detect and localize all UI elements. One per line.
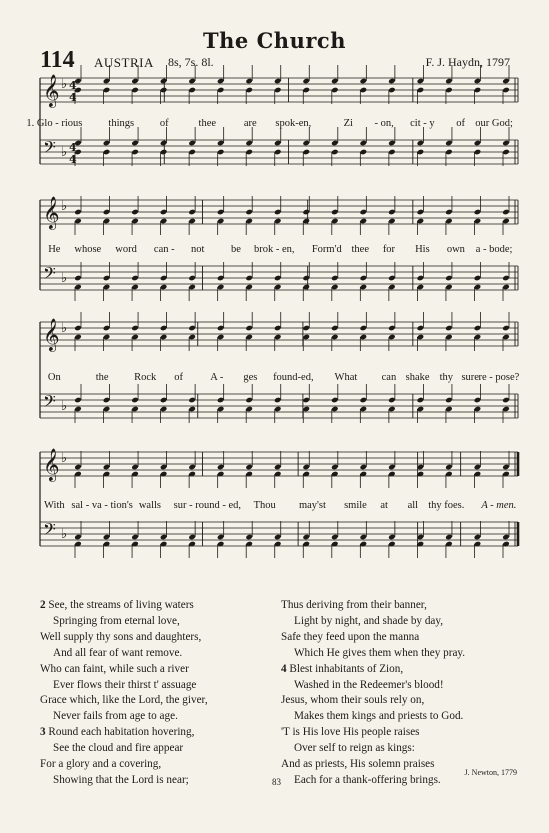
page-title: The Church — [203, 28, 346, 53]
verse-text: Springing from eternal love, — [53, 614, 180, 627]
verse-text: Safe they feed upon the manna — [281, 630, 420, 643]
verse-line — [40, 773, 290, 789]
verses-right-column — [281, 598, 521, 789]
verse-line — [40, 662, 290, 678]
meter: 8s, 7s. 8l. — [168, 55, 214, 69]
composer-credit: F. J. Haydn, 1797 — [425, 55, 510, 69]
tune-name: AUSTRIA — [94, 55, 154, 70]
hymn-number: 114 — [40, 47, 75, 73]
lyric-syllable: found-ed, — [273, 372, 314, 383]
lyric-syllable: shake — [405, 372, 430, 383]
verse-line — [281, 709, 521, 725]
music-system — [40, 318, 520, 426]
verse-text: Who can faint, while such a river — [40, 662, 189, 675]
lyric-syllable: may'st — [298, 500, 326, 511]
verse-text: Well supply thy sons and daughters, — [40, 630, 202, 643]
time-signature: 4 — [69, 141, 77, 154]
music-system — [40, 196, 518, 304]
verse-number: 4 — [281, 662, 287, 675]
lyric-syllable: the — [95, 372, 109, 383]
verse-text: 'T is His love His people raises — [281, 726, 420, 739]
verse-line — [281, 693, 521, 709]
flat-sign-icon: ♭ — [61, 145, 68, 160]
lyric-syllable: are — [243, 118, 257, 129]
lyric-syllable: own — [446, 244, 465, 255]
flat-sign-icon: ♭ — [61, 527, 68, 542]
lyric-syllable: not — [191, 244, 205, 255]
lyric-syllable: A - — [210, 372, 224, 383]
verse-text: Blest inhabitants of Zion, — [289, 662, 404, 675]
verse-text: Over self to reign as kings: — [294, 742, 415, 755]
lyric-syllable: A - men. — [481, 500, 517, 511]
bass-clef-icon: 𝄢 — [43, 263, 56, 287]
lyric-syllable: things — [108, 118, 135, 129]
verse-line — [40, 709, 290, 725]
treble-clef-icon: 𝄞 — [43, 74, 60, 107]
verse-line — [40, 630, 290, 646]
flat-sign-icon: ♭ — [61, 451, 68, 466]
lyric-syllable: cit - y — [410, 118, 435, 129]
verse-text: Never fails from age to age. — [53, 710, 178, 723]
verse-line — [40, 598, 290, 614]
lyric-syllable: re - pose? — [478, 372, 520, 383]
bass-clef-icon: 𝄢 — [43, 519, 56, 543]
verse-text: Light by night, and shade by day, — [294, 614, 444, 627]
hymn-header — [40, 47, 510, 74]
flat-sign-icon: ♭ — [61, 77, 68, 92]
flat-sign-icon: ♭ — [61, 321, 68, 336]
treble-clef-icon: 𝄞 — [43, 196, 60, 229]
lyric-syllable: - on, — [374, 118, 394, 129]
verse-line — [281, 741, 521, 757]
verse-line — [40, 646, 290, 662]
verse-line — [281, 614, 521, 630]
verse-text: Grace which, like the Lord, the giver, — [40, 694, 208, 707]
verse-line — [40, 741, 290, 757]
lyric-syllable: can - — [153, 244, 175, 255]
verse-text: See, the streams of living waters — [48, 599, 194, 611]
verse-text: And as priests, His solemn praises — [281, 758, 435, 771]
verse-line — [281, 662, 521, 678]
verse-line — [281, 678, 521, 694]
lyric-syllable: for — [382, 244, 396, 255]
treble-clef-icon: 𝄞 — [43, 448, 60, 481]
lyric-syllable: all — [407, 500, 419, 511]
lyric-syllable: of — [456, 118, 465, 129]
lyric-syllable: thee — [198, 118, 217, 129]
verse-line — [40, 725, 290, 741]
lyric-syllable: sur - round - ed, — [173, 500, 241, 511]
lyric-line — [40, 372, 518, 386]
verse-line — [281, 646, 521, 662]
lyric-syllable: spok-en, — [275, 118, 312, 129]
bass-clef-icon: 𝄢 — [43, 391, 56, 415]
verse-text: Which He gives them when they pray. — [294, 646, 466, 659]
lyric-syllable: thy foes. — [428, 500, 465, 511]
lyric-syllable: can — [381, 372, 397, 383]
lyric-line — [40, 500, 518, 514]
lyric-syllable: be — [231, 244, 241, 255]
verse-text: Showing that the Lord is near; — [53, 773, 189, 786]
lyric-syllable: word — [115, 244, 137, 255]
lyric-syllable: Thou — [253, 500, 276, 511]
verse-number: 2 — [40, 599, 46, 611]
lyric-line — [26, 118, 518, 132]
lyric-syllable: sal - va - tion's — [71, 500, 133, 511]
music-system — [26, 74, 518, 182]
author-credit: J. Newton, 1779 — [464, 768, 517, 777]
lyric-syllable: His — [415, 244, 430, 255]
treble-clef-icon: 𝄞 — [43, 318, 60, 351]
lyric-syllable: On — [47, 372, 61, 383]
verse-line — [40, 757, 290, 773]
lyric-syllable: Rock — [134, 372, 157, 383]
lyric-syllable: He — [48, 244, 61, 255]
verse-line — [40, 614, 290, 630]
flat-sign-icon: ♭ — [61, 399, 68, 414]
lyric-syllable: of — [159, 118, 169, 129]
verse-text: See the cloud and fire appear — [53, 742, 184, 755]
lyric-syllable: 1. Glo - rious — [26, 118, 83, 129]
verse-text: And all fear of want remove. — [53, 646, 183, 659]
lyric-syllable: smile — [344, 500, 367, 511]
lyric-syllable: walls — [138, 500, 162, 511]
lyric-syllable: of — [174, 372, 183, 383]
lyric-syllable: sure — [461, 372, 479, 383]
page-number: 83 — [272, 777, 281, 787]
time-signature: 4 — [69, 153, 77, 166]
lyric-syllable: What — [334, 372, 358, 383]
verse-text: Thus deriving from their banner, — [281, 599, 427, 611]
lyric-syllable: a - bode; — [475, 244, 513, 255]
lyric-syllable: our God; — [475, 118, 513, 129]
verse-line — [281, 630, 521, 646]
verses-left-column — [40, 598, 290, 789]
verse-line — [40, 678, 290, 694]
verse-text: For a glory and a covering, — [40, 758, 162, 771]
lyric-syllable: at — [380, 500, 388, 511]
time-signature: 4 — [69, 79, 77, 92]
lyric-syllable: whose — [74, 244, 102, 255]
verse-text: Washed in the Redeemer's blood! — [294, 678, 444, 691]
bass-clef-icon: 𝄢 — [43, 137, 56, 161]
verse-number: 3 — [40, 726, 46, 739]
verse-text: Round each habitation hovering, — [48, 726, 195, 739]
lyric-syllable: With — [44, 500, 65, 511]
verse-line — [40, 693, 290, 709]
verse-text: Each for a thank-offering brings. — [294, 773, 441, 786]
verse-text: Jesus, whom their souls rely on, — [281, 694, 425, 707]
time-signature: 4 — [69, 91, 77, 104]
verse-text: Makes them kings and priests to God. — [294, 710, 464, 723]
lyric-syllable: Zi — [343, 118, 353, 129]
flat-sign-icon: ♭ — [61, 199, 68, 214]
lyric-syllable: Form'd — [311, 244, 342, 255]
flat-sign-icon: ♭ — [61, 271, 68, 286]
lyric-syllable: thee — [351, 244, 369, 255]
lyric-syllable: brok - en, — [253, 244, 295, 255]
verse-line — [281, 598, 521, 614]
lyric-line — [40, 244, 518, 258]
lyric-syllable: thy — [439, 372, 454, 383]
verse-line — [281, 725, 521, 741]
music-system — [40, 448, 518, 556]
verse-text: Ever flows their thirst t' assuage — [53, 678, 197, 691]
lyric-syllable: ges — [243, 372, 258, 383]
